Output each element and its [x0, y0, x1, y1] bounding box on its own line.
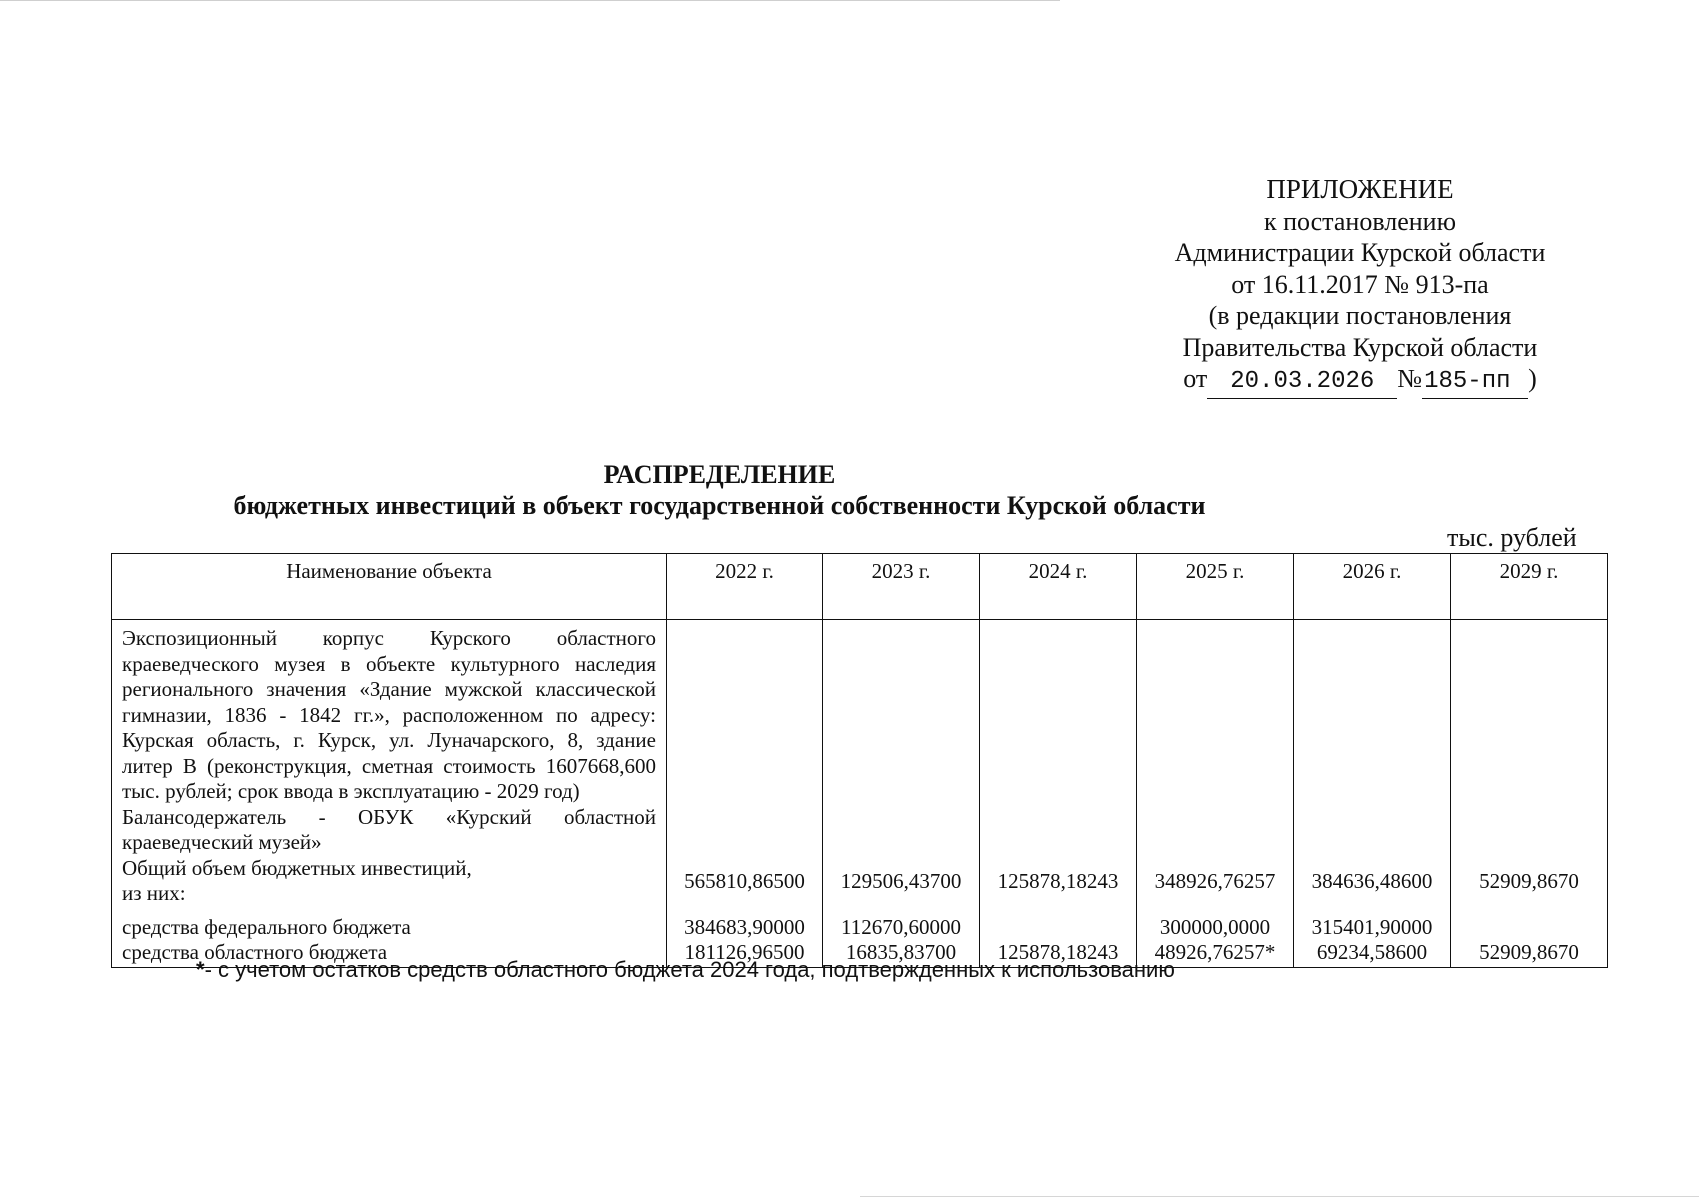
regional-label: средства областного бюджета	[122, 940, 388, 964]
object-description-cell	[112, 620, 667, 968]
appendix-line: к постановлению	[1263, 206, 1457, 236]
header-year: 2029 г.	[1451, 554, 1608, 620]
scan-edge-line	[860, 1196, 1699, 1197]
regional-value: 125878,18243	[997, 940, 1119, 964]
header-year: 2026 г.	[1294, 554, 1451, 620]
regional-value: 16835,83700	[845, 940, 957, 964]
federal-value: 300000,0000	[1159, 914, 1271, 939]
appendix-header	[1140, 174, 1580, 399]
total-value: 52909,8670	[1479, 868, 1579, 893]
total-value: 125878,18243	[997, 868, 1119, 893]
regional-value: 181126,96500	[684, 940, 805, 964]
appendix-line: Правительства Курской области	[1182, 332, 1538, 362]
federal-value	[980, 915, 1136, 941]
header-year: 2024 г.	[980, 554, 1137, 620]
document-subtitle: бюджетных инвестиций в объект государственной собственности Курской области	[233, 491, 1206, 520]
object-description: Экспозиционный корпус Курского областного краеведческого музея в объекте культурного наследия регионального значения «Здание мужской классической гимназии, 1836 - 1842 гг.», расположенном по адресу: Курская область, г. Курск, ул. Луначарского, 8, здание литер В (реконструкция, сметная стоимость 1607668,600 тыс. рублей; срок ввода в эксплуатацию - 2029 год)	[122, 626, 656, 803]
federal-value: 315401,90000	[1311, 914, 1433, 939]
header-object-name: Наименование объекта	[112, 554, 667, 620]
regional-value: 52909,8670	[1479, 940, 1579, 964]
regional-value: 69234,58600	[1316, 940, 1428, 964]
table-header-row	[112, 554, 1608, 620]
year-values-2025	[1137, 620, 1294, 968]
signature-number: 185-пп	[1422, 366, 1528, 399]
appendix-title: ПРИЛОЖЕНИЕ	[1266, 174, 1454, 204]
header-year: 2025 г.	[1137, 554, 1294, 620]
year-values-2029	[1451, 620, 1608, 968]
total-value: 565810,86500	[684, 868, 805, 893]
total-value: 129506,43700	[840, 868, 962, 893]
regional-value: 48926,76257*	[1154, 940, 1276, 964]
total-value: 384636,48600	[1311, 868, 1433, 893]
balance-holder: Балансодержатель - ОБУК «Курский областной краеведческий музей»	[122, 804, 656, 854]
header-year: 2022 г.	[667, 554, 823, 620]
footnote-mark: *	[196, 957, 205, 982]
signature-date: 20.03.2026	[1207, 366, 1397, 399]
appendix-line: (в редакции постановления	[1208, 301, 1512, 330]
header-year: 2023 г.	[823, 554, 980, 620]
total-sublabel: из них:	[122, 881, 186, 905]
federal-label: средства федерального бюджета	[122, 914, 411, 939]
scan-edge-line	[0, 0, 1060, 1]
total-value: 348926,76257	[1154, 868, 1276, 893]
appendix-line: от 16.11.2017 № 913-па	[1231, 269, 1489, 299]
federal-value: 384683,90000	[684, 914, 805, 939]
federal-value	[1451, 915, 1607, 941]
federal-value: 112670,60000	[841, 914, 961, 939]
footnote-text: - с учетом остатков средств областного бюджета 2024 года, подтвержденных к использованию	[204, 957, 1175, 982]
year-values-2026	[1294, 620, 1451, 968]
year-values-2024	[980, 620, 1137, 968]
investment-table	[111, 553, 1608, 968]
signature-prefix: от	[1183, 364, 1208, 393]
year-values-2022	[667, 620, 823, 968]
signature-close: )	[1528, 364, 1537, 393]
document-title: РАСПРЕДЕЛЕНИЕ	[603, 460, 836, 489]
signature-line	[1140, 363, 1580, 399]
year-values-2023	[823, 620, 980, 968]
signature-number-prefix: №	[1397, 364, 1423, 393]
appendix-line: Администрации Курской области	[1174, 238, 1546, 267]
table-row	[112, 620, 1608, 968]
units-label: тыс. рублей	[1447, 523, 1577, 552]
total-label: Общий объем бюджетных инвестиций,	[122, 855, 472, 880]
footnote	[196, 957, 1175, 983]
